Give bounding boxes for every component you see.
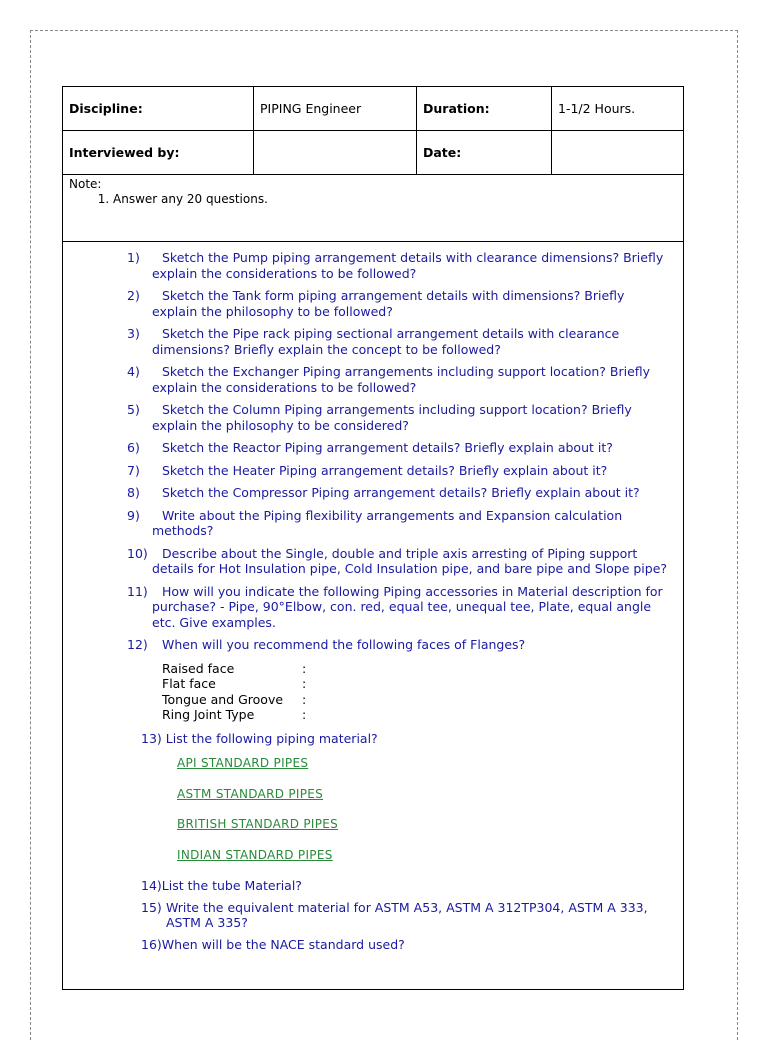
- question-item: 7) Sketch the Heater Piping arrangement details? Briefly explain about it?: [127, 462, 608, 478]
- date-label: Date:: [417, 131, 552, 175]
- question-item: 8) Sketch the Compressor Piping arrangement details? Briefly explain about it?: [127, 485, 640, 500]
- duration-value: 1-1/2 Hours.: [552, 87, 684, 131]
- flange-face-row: Flat face :: [162, 676, 307, 691]
- flange-face-row: Tongue and Groove :: [162, 691, 307, 707]
- question-item: 4) Sketch the Exchanger Piping arrangements including support location? Briefly explain the considerations to be followed?: [127, 364, 651, 395]
- question-item: 11) How will you indicate the following Piping accessories in Material description for purchase? - Pipe, 90°Elbow, con. red, equal tee, unequal tee, Plate, equal angle etc. Give examples.: [127, 583, 663, 630]
- question-item: 3) Sketch the Pipe rack piping sectional arrangement details with clearance dimensions? Briefly explain the concept to be followed?: [127, 326, 620, 357]
- piping-material-links: [141, 756, 669, 863]
- duration-label: Duration:: [417, 87, 552, 131]
- question-item: 2) Sketch the Tank form piping arrangement details with dimensions? Briefly explain the philosophy to be followed?: [127, 288, 625, 319]
- interviewed-by-label: Interviewed by:: [63, 131, 254, 175]
- note-item: 1. Answer any 20 questions.: [113, 192, 677, 207]
- question-item: 15) Write the equivalent material for ASTM A53, ASTM A 312TP304, ASTM A 333, ASTM A 335?: [141, 899, 648, 930]
- link-indian-standard-pipes[interactable]: INDIAN STANDARD PIPES: [177, 847, 333, 862]
- link-astm-standard-pipes[interactable]: ASTM STANDARD PIPES: [177, 786, 324, 801]
- flange-faces-list: [162, 661, 669, 723]
- question-item: 9) Write about the Piping flexibility arrangements and Expansion calculation methods?: [127, 507, 623, 538]
- later-questions: [127, 731, 669, 953]
- question-item: 6) Sketch the Reactor Piping arrangement details? Briefly explain about it?: [127, 440, 613, 455]
- question-item: 13) List the following piping material?: [141, 730, 378, 746]
- note-section: [63, 175, 683, 242]
- question-item: 16) When will be the NACE standard used?: [141, 936, 405, 952]
- link-api-standard-pipes[interactable]: API STANDARD PIPES: [177, 756, 309, 770]
- question-item: 14) List the tube Material?: [141, 878, 302, 893]
- question-item: 12) When will you recommend the following faces of Flanges?: [127, 637, 526, 652]
- question-item: 10) Describe about the Single, double and triple axis arresting of Piping support details for Hot Insulation pipe, Cold Insulation pipe, and bare pipe and Slope pipe?: [127, 545, 668, 576]
- question-item: 5) Sketch the Column Piping arrangements including support location? Briefly explain the philosophy to be considered?: [127, 402, 632, 433]
- flange-face-row: Ring Joint Type :: [162, 707, 307, 722]
- questions-section: [63, 242, 683, 952]
- question-item: 1) Sketch the Pump piping arrangement details with clearance dimensions? Briefly explain the considerations to be followed?: [127, 250, 664, 281]
- flange-face-row: Raised face :: [162, 660, 307, 676]
- discipline-label: Discipline:: [63, 87, 254, 131]
- interview-document: [62, 86, 684, 990]
- interviewed-by-value[interactable]: [254, 131, 417, 175]
- header-table: [63, 87, 683, 175]
- note-title: Note:: [69, 177, 102, 191]
- link-british-standard-pipes[interactable]: BRITISH STANDARD PIPES: [177, 817, 339, 831]
- date-value[interactable]: [552, 131, 684, 175]
- discipline-value: PIPING Engineer: [254, 87, 417, 131]
